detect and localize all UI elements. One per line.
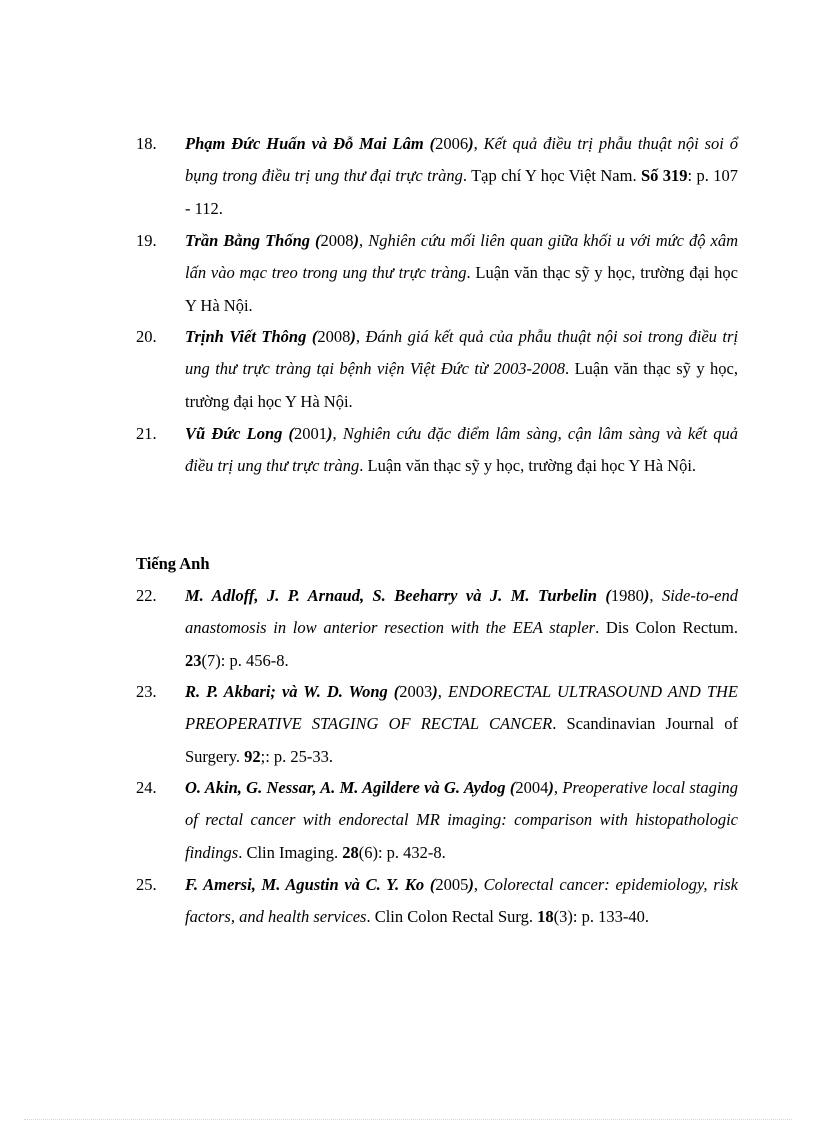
- reference-volume: 92: [244, 746, 261, 766]
- reference-title: Nghiên cứu mối liên quan giữa khối u với mức độ xâm lấn vào mạc treo trong ung thư trực tràng: [185, 231, 739, 283]
- reference-item: [136, 772, 738, 869]
- reference-source: Luận văn thạc sỹ y học, trường đại học Y Hà Nội.: [185, 263, 738, 315]
- reference-pages: (6): p. 432-8.: [358, 842, 446, 862]
- reference-authors: M. Adloff, J. P. Arnaud, S. Beeharry và J. M. Turbelin: [185, 586, 597, 605]
- reference-pages: ;: p. 25-33.: [260, 746, 334, 766]
- reference-authors: Vũ Đức Long: [185, 424, 283, 443]
- reference-year: 2008: [317, 327, 351, 346]
- reference-title: Preoperative local staging of rectal cancer with endorectal MR imaging: comparison with histopathologic findings: [185, 778, 739, 862]
- reference-item: [136, 676, 738, 773]
- reference-number: 24.: [136, 778, 157, 797]
- reference-authors: Phạm Đức Huấn và Đỗ Mai Lâm: [185, 134, 424, 153]
- reference-source: Luận văn thạc sỹ y học, trường đại học Y Hà Nội.: [185, 359, 738, 411]
- reference-title: Side-to-end anastomosis in low anterior resection with the EEA stapler: [185, 586, 739, 638]
- reference-volume: 18: [537, 907, 554, 927]
- reference-year: 1980: [610, 586, 644, 605]
- reference-title: Kết quả điều trị phẫu thuật nội soi ổ bụng trong điều trị ung thư đại trực tràng: [185, 134, 739, 186]
- reference-number: 19.: [136, 231, 157, 250]
- reference-item: [136, 128, 738, 225]
- reference-title: ENDORECTAL ULTRASOUND AND THE PREOPERATIVE STAGING OF RECTAL CANCER: [185, 682, 738, 734]
- reference-year: 2003: [399, 682, 433, 701]
- reference-item: [136, 869, 738, 934]
- reference-number: 21.: [136, 424, 157, 443]
- reference-body: Vũ Đức Long (2001), Nghiên cứu đặc điểm lâm sàng, cận lâm sàng và kết quả điều trị ung thư trực tràng. Luận văn thạc sỹ y học, trường đại học Y Hà Nội.: [185, 424, 738, 476]
- reference-body: F. Amersi, M. Agustin và C. Y. Ko (2005), Colorectal cancer: epidemiology, risk factors, and health services. Clin Colon Rectal Surg. 18(3): p. 133-40.: [185, 875, 739, 927]
- reference-volume: 28: [342, 842, 359, 862]
- reference-number: 25.: [136, 875, 157, 894]
- reference-title: Nghiên cứu đặc điểm lâm sàng, cận lâm sàng và kết quả điều trị ung thư trực tràng: [185, 424, 738, 476]
- reference-body: Trần Bằng Thống (2008), Nghiên cứu mối liên quan giữa khối u với mức độ xâm lấn vào mạc treo trong ung thư trực tràng. Luận văn thạc sỹ y học, trường đại học Y Hà Nội.: [185, 231, 739, 315]
- reference-number: 22.: [136, 586, 157, 605]
- reference-item: [136, 418, 738, 483]
- reference-year: 2006: [435, 134, 469, 153]
- reference-authors: Trịnh Viết Thông: [185, 327, 307, 346]
- reference-authors: Trần Bằng Thống: [185, 231, 310, 250]
- reference-source: Scandinavian Journal of Surgery.: [185, 714, 739, 766]
- reference-year: 2004: [515, 778, 549, 797]
- reference-source: Dis Colon Rectum.: [605, 618, 738, 638]
- reference-number: 18.: [136, 134, 157, 153]
- reference-body: M. Adloff, J. P. Arnaud, S. Beeharry và J. M. Turbelin (1980), Side-to-end anastomosis in low anterior resection with the EEA stapler. Dis Colon Rectum. 23(7): p. 456-8.: [185, 586, 739, 670]
- reference-body: O. Akin, G. Nessar, A. M. Agildere và G. Aydog (2004), Preoperative local staging of rectal cancer with endorectal MR imaging: comparison with histopathologic findings. Clin Imaging. 28(6): p. 432-8.: [185, 778, 739, 862]
- reference-authors: O. Akin, G. Nessar, A. M. Agildere và G. Aydog: [185, 778, 506, 797]
- reference-title: Đánh giá kết quả của phẫu thuật nội soi trong điều trị ung thư trực tràng tại bệnh viện Việt Đức từ 2003-2008: [185, 327, 739, 379]
- section-heading: Tiếng Anh: [136, 554, 210, 573]
- reference-body: Trịnh Viết Thông (2008), Đánh giá kết quả của phẫu thuật nội soi trong điều trị ung thư trực tràng tại bệnh viện Việt Đức từ 2003-2008. Luận văn thạc sỹ y học, trường đại học Y Hà Nội.: [185, 327, 739, 411]
- page-bottom-divider: [24, 1119, 792, 1120]
- reference-item: [136, 580, 738, 677]
- reference-volume: 23: [185, 650, 202, 670]
- reference-number: 20.: [136, 327, 157, 346]
- reference-item: [136, 321, 738, 418]
- reference-volume: Số 319: [640, 166, 688, 186]
- reference-source: Clin Colon Rectal Surg.: [374, 907, 533, 927]
- reference-authors: R. P. Akbari; và W. D. Wong: [185, 682, 388, 701]
- reference-number: 23.: [136, 682, 157, 701]
- reference-year: 2005: [435, 875, 469, 894]
- reference-body: R. P. Akbari; và W. D. Wong (2003), ENDORECTAL ULTRASOUND AND THE PREOPERATIVE STAGING OF RECTAL CANCER. Scandinavian Journal of Surgery. 92;: p. 25-33.: [185, 682, 739, 766]
- reference-body: Phạm Đức Huấn và Đỗ Mai Lâm (2006), Kết quả điều trị phẫu thuật nội soi ổ bụng trong điều trị ung thư đại trực tràng. Tạp chí Y học Việt Nam. Số 319: p. 107 - 112.: [185, 134, 739, 218]
- reference-year: 2001: [294, 424, 328, 443]
- reference-pages: : p. 107 - 112.: [185, 166, 738, 218]
- reference-item: [136, 225, 738, 322]
- reference-source: Tạp chí Y học Việt Nam.: [471, 166, 637, 186]
- reference-authors: F. Amersi, M. Agustin và C. Y. Ko: [185, 875, 425, 894]
- reference-pages: (7): p. 456-8.: [201, 650, 289, 670]
- reference-pages: (3): p. 133-40.: [553, 907, 649, 927]
- reference-year: 2008: [320, 231, 354, 250]
- reference-source: Clin Imaging.: [246, 842, 339, 862]
- reference-title: Colorectal cancer: epidemiology, risk factors, and health services: [185, 875, 739, 927]
- reference-source: Luận văn thạc sỹ y học, trường đại học Y Hà Nội.: [367, 456, 697, 476]
